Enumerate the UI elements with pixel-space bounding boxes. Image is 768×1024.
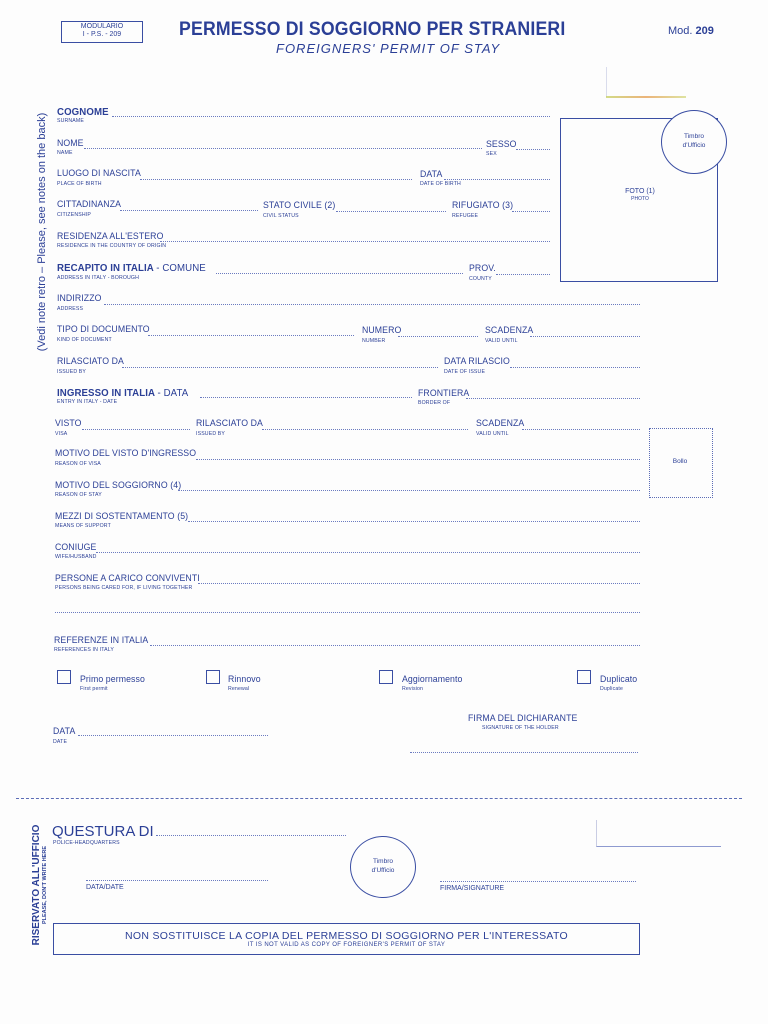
ingresso-label-it: INGRESSO IN ITALIA — [57, 387, 155, 399]
luogo-nascita-sub: PLACE OF BIRTH — [57, 181, 102, 187]
mod-label — [668, 25, 714, 37]
corner-color-line — [606, 96, 686, 98]
office-data-label: DATA/DATE — [86, 884, 124, 891]
primo-permesso-checkbox[interactable] — [57, 670, 71, 684]
prov-label: PROV. — [469, 263, 496, 274]
notice-it: NON SOSTITUISCE LA COPIA DEL PERMESSO DI SOGGIORNO PER L'INTERESSATO — [125, 930, 568, 942]
rinnovo-label: Rinnovo — [228, 674, 261, 685]
visto-scadenza-field[interactable] — [522, 429, 640, 430]
mezzi-field[interactable] — [188, 521, 640, 522]
sesso-sub: SEX — [486, 151, 497, 157]
recapito-field[interactable] — [216, 273, 463, 274]
data-label: DATA — [53, 726, 76, 737]
modulario-code: I - P.S. - 209 — [82, 31, 122, 38]
cognome-label: COGNOME — [57, 106, 109, 118]
data-nascita-label: DATA — [420, 169, 443, 180]
rinnovo-checkbox[interactable] — [206, 670, 220, 684]
coniuge-sub: WIFE/HUSBAND — [55, 554, 97, 560]
frontiera-sub: BORDER OF — [418, 400, 451, 406]
rifugiato-label: RIFUGIATO (3) — [452, 200, 514, 211]
data-rilascio-label: DATA RILASCIO — [444, 356, 510, 367]
modulario-box — [61, 21, 143, 43]
office-firma-label: FIRMA/SIGNATURE — [440, 885, 505, 892]
numero-label: NUMERO — [362, 325, 402, 336]
persone-label: PERSONE A CARICO CONVIVENTI — [55, 573, 200, 584]
photo-label-en: PHOTO — [631, 196, 649, 202]
ingresso-sub: ENTRY IN ITALY - DATE — [57, 399, 118, 405]
notice-box — [53, 923, 640, 955]
cittadinanza-field[interactable] — [120, 210, 258, 211]
luogo-nascita-label: LUOGO DI NASCITA — [57, 168, 141, 179]
office-corner-box — [596, 820, 721, 847]
stamp-office-line2: d'Ufficio — [371, 867, 395, 874]
motivo-soggiorno-sub: REASON OF STAY — [55, 492, 102, 498]
questura-field[interactable] — [156, 835, 346, 836]
office-side-label — [31, 825, 49, 946]
frontiera-label: FRONTIERA — [418, 388, 470, 399]
aggiornamento-checkbox[interactable] — [379, 670, 393, 684]
scadenza-doc-sub: VALID UNTIL — [485, 338, 518, 344]
office-data-field[interactable] — [86, 880, 268, 881]
visto-rilasciato-label: RILASCIATO DA — [196, 418, 263, 429]
data-nascita-sub: DATE OF BIRTH — [420, 181, 461, 187]
referenze-label: REFERENZE IN ITALIA — [54, 635, 149, 646]
ingresso-label — [57, 388, 188, 398]
frontiera-field[interactable] — [466, 398, 640, 399]
visto-label: VISTO — [55, 418, 82, 429]
rilasciato-da-field[interactable] — [122, 367, 438, 368]
rifugiato-sub: REFUGEE — [452, 213, 479, 219]
indirizzo-sub: ADDRESS — [57, 306, 84, 312]
data-rilascio-field[interactable] — [510, 367, 640, 368]
firma-label: FIRMA DEL DICHIARANTE — [468, 713, 578, 724]
sesso-field[interactable] — [516, 149, 550, 150]
office-side-line2: PLEASE, DON'T WRITE HERE — [42, 846, 48, 925]
modulario-label: MODULARIO — [80, 23, 124, 30]
prov-sub: COUNTY — [469, 276, 492, 282]
rilasciato-da-sub: ISSUED BY — [57, 369, 87, 375]
office-firma-field[interactable] — [440, 881, 636, 882]
corner-mark — [606, 67, 607, 97]
data-field[interactable] — [78, 735, 268, 736]
mezzi-sub: MEANS OF SUPPORT — [55, 523, 111, 529]
data-sub: DATE — [53, 739, 68, 745]
stato-civile-sub: CIVIL STATUS — [263, 213, 299, 219]
numero-sub: NUMBER — [362, 338, 386, 344]
persone-sub: PERSONS BEING CARED FOR, IF LIVING TOGETHER — [55, 585, 193, 591]
motivo-visto-sub: REASON OF VISA — [55, 461, 101, 467]
nome-field[interactable] — [84, 148, 482, 149]
duplicato-checkbox[interactable] — [577, 670, 591, 684]
motivo-soggiorno-field[interactable] — [178, 490, 640, 491]
cittadinanza-sub: CITIZENSHIP — [57, 212, 91, 218]
visto-scadenza-label: SCADENZA — [476, 418, 525, 429]
prov-field[interactable] — [496, 274, 550, 275]
stamp-circle-top — [661, 110, 727, 174]
referenze-field[interactable] — [150, 645, 640, 646]
form-subtitle: FOREIGNERS' PERMIT OF STAY — [276, 41, 501, 56]
data-rilascio-sub: DATE OF ISSUE — [444, 369, 486, 375]
residenza-field[interactable] — [160, 241, 550, 242]
rifugiato-field[interactable] — [512, 211, 550, 212]
primo-permesso-label: Primo permesso — [80, 674, 145, 685]
questura-sub: POLICE-HEADQUARTERS — [53, 840, 120, 846]
numero-field[interactable] — [398, 336, 478, 337]
form-title: PERMESSO DI SOGGIORNO PER STRANIERI — [179, 19, 566, 40]
aggiornamento-label: Aggiornamento — [402, 674, 463, 685]
rinnovo-sub: Renewal — [228, 686, 250, 692]
nome-label: NOME — [57, 138, 84, 149]
stamp-office-line1: Timbro — [373, 858, 393, 865]
photo-label-it: FOTO (1) — [625, 188, 655, 195]
stamp-top-line1: Timbro — [684, 133, 704, 140]
aggiornamento-sub: Revision — [402, 686, 424, 692]
bollo-label: Bollo — [672, 458, 688, 465]
tipo-documento-sub: KIND OF DOCUMENT — [57, 337, 112, 343]
primo-permesso-sub: First permit — [80, 686, 108, 692]
indirizzo-field[interactable] — [104, 304, 640, 305]
ingresso-field[interactable] — [200, 397, 412, 398]
rilasciato-da-label: RILASCIATO DA — [57, 356, 124, 367]
recapito-sub: ADDRESS IN ITALY - BOROUGH — [57, 275, 140, 281]
visto-sub: VISA — [55, 431, 68, 437]
tipo-documento-label: TIPO DI DOCUMENTO — [57, 324, 150, 335]
visto-rilasciato-field[interactable] — [262, 429, 468, 430]
duplicato-label: Duplicato — [600, 674, 638, 685]
recapito-label — [57, 263, 206, 273]
persone-field-2[interactable] — [55, 612, 640, 613]
recapito-label-comune: - COMUNE — [156, 262, 206, 274]
firma-sub: SIGNATURE OF THE HOLDER — [482, 725, 559, 731]
scadenza-doc-label: SCADENZA — [485, 325, 534, 336]
mod-prefix: Mod. — [668, 25, 693, 37]
stato-civile-label: STATO CIVILE (2) — [263, 200, 336, 211]
cognome-field[interactable] — [112, 116, 550, 117]
visto-scadenza-sub: VALID UNTIL — [476, 431, 509, 437]
data-nascita-field[interactable] — [444, 179, 550, 180]
cognome-sub: SURNAME — [57, 118, 84, 124]
side-note: (Vedi note retro – Please, see notes on the back) — [36, 112, 48, 352]
duplicato-sub: Duplicate — [600, 686, 623, 692]
stamp-top-line2: d'Ufficio — [682, 142, 706, 149]
photo-label — [610, 188, 670, 203]
office-side-line1: RISERVATO ALL'UFFICIO — [31, 824, 42, 946]
notice-en: IT IS NOT VALID AS COPY OF FOREIGNER'S PERMIT OF STAY — [247, 942, 446, 948]
nome-sub: NAME — [57, 150, 73, 156]
recapito-label-it: RECAPITO IN ITALIA — [57, 262, 154, 274]
firma-field[interactable] — [410, 752, 638, 753]
questura-label: QUESTURA DI — [52, 823, 154, 840]
motivo-soggiorno-label: MOTIVO DEL SOGGIORNO (4) — [55, 480, 182, 491]
stato-civile-field[interactable] — [336, 211, 446, 212]
visto-rilasciato-sub: ISSUED BY — [196, 431, 226, 437]
residenza-sub: RESIDENCE IN THE COUNTRY OF ORIGIN — [57, 243, 167, 249]
coniuge-field[interactable] — [96, 552, 640, 553]
luogo-nascita-field[interactable] — [140, 179, 412, 180]
mod-number: 209 — [695, 25, 714, 37]
indirizzo-label: INDIRIZZO — [57, 293, 102, 304]
visto-field[interactable] — [82, 429, 190, 430]
mezzi-label: MEZZI DI SOSTENTAMENTO (5) — [55, 511, 189, 522]
coniuge-label: CONIUGE — [55, 542, 97, 553]
sesso-label: SESSO — [486, 139, 517, 150]
motivo-visto-label: MOTIVO DEL VISTO D'INGRESSO — [55, 448, 197, 459]
stamp-circle-office — [350, 836, 416, 898]
persone-field[interactable] — [198, 583, 640, 584]
ingresso-label-data: - DATA — [157, 387, 189, 399]
cut-line — [16, 798, 742, 799]
cittadinanza-label: CITTADINANZA — [57, 199, 122, 210]
referenze-sub: REFERENCES IN ITALY — [54, 647, 115, 653]
tipo-documento-field[interactable] — [148, 335, 354, 336]
residenza-label: RESIDENZA ALL'ESTERO — [57, 231, 164, 242]
scadenza-doc-field[interactable] — [530, 336, 640, 337]
motivo-visto-field[interactable] — [196, 459, 640, 460]
